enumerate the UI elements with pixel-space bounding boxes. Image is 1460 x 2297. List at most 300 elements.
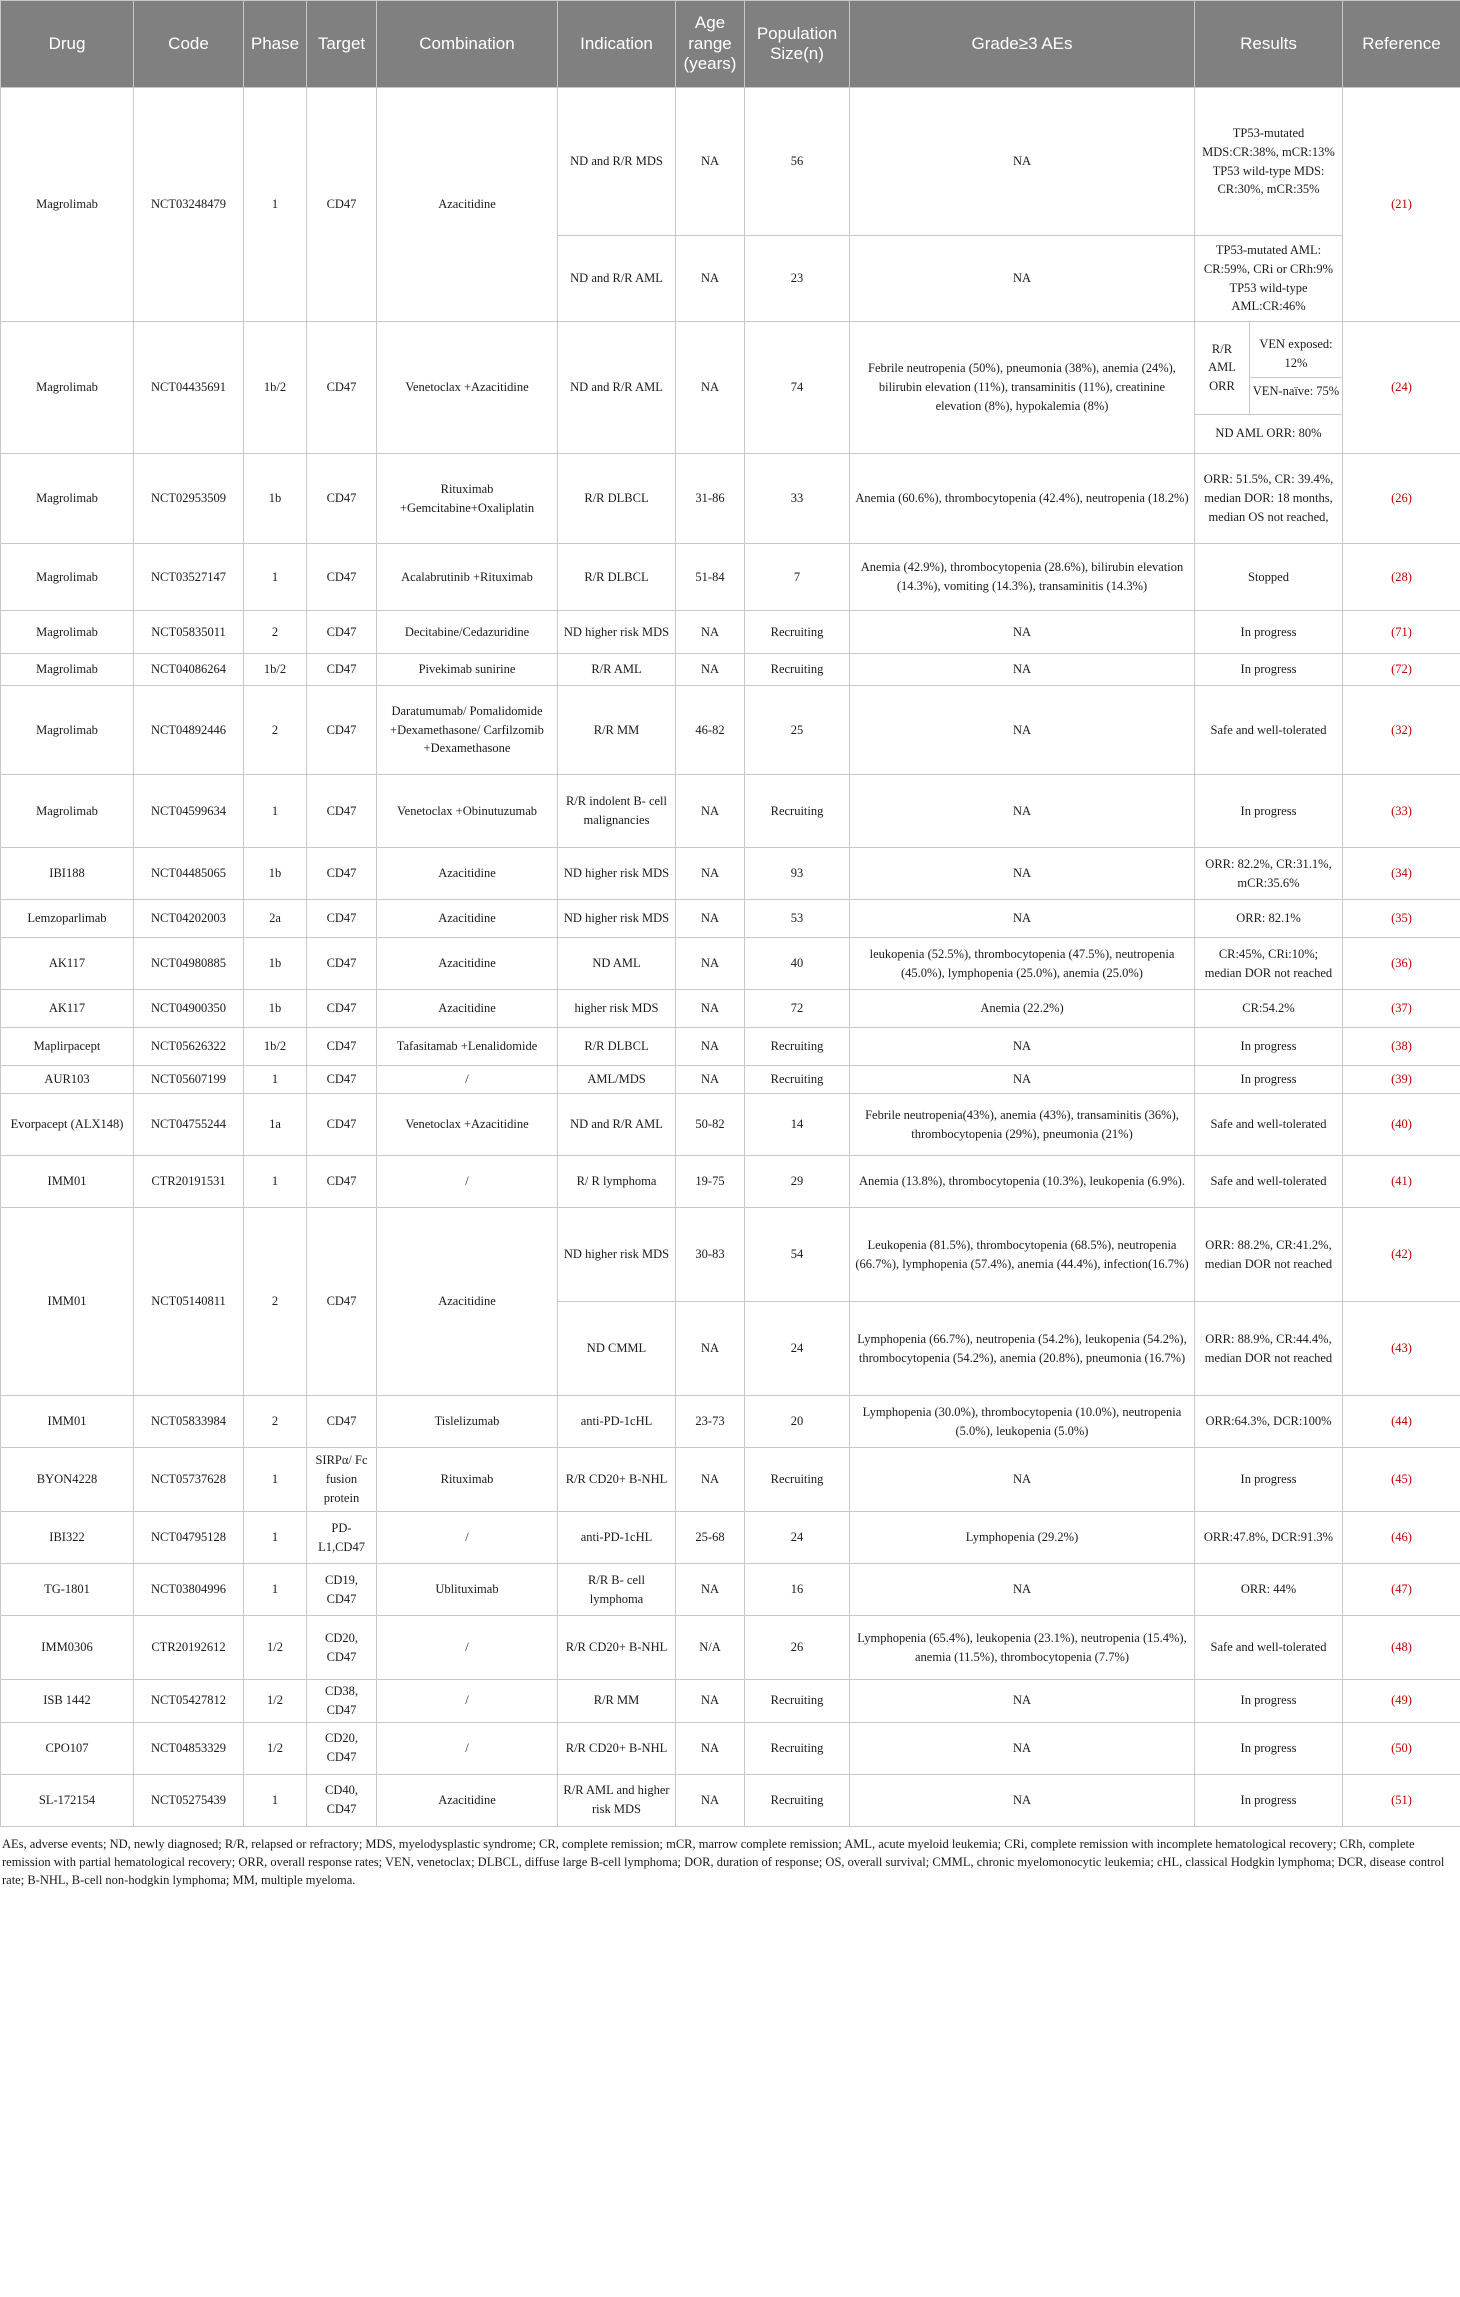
cell-combination: Azacitidine	[377, 848, 558, 900]
cell-reference[interactable]: (47)	[1343, 1564, 1460, 1616]
cell-target: CD20, CD47	[307, 1722, 377, 1774]
cell-drug: Lemzoparlimab	[1, 900, 134, 938]
cell-age: NA	[676, 1302, 745, 1396]
results-ven-exposed: VEN exposed: 12%	[1250, 331, 1342, 378]
cell-drug: Magrolimab	[1, 611, 134, 654]
cell-aes: NA	[850, 1680, 1195, 1723]
table-footnote: AEs, adverse events; ND, newly diagnosed; R/R, relapsed or refractory; MDS, myelodysplastic syndrome; CR, complete remission; mCR, marrow complete remission; AML, acute myeloid leukemia; CRi, complete remission with incomplete hematological recovery; CRh, complete remission with partial hematological recovery; ORR, overall response rates; VEN, venetoclax; DLBCL, diffuse large B-cell lymphoma; DOR, duration of response; OS, overall survival; CMML, chronic myelomonocytic leukemia; cHL, classical Hodgkin lymphoma; DCR, disease control rate; B-NHL, B-cell non-hodgkin lymphoma; MM, multiple myeloma.	[2, 1836, 1445, 1887]
cell-code: NCT03248479	[134, 88, 244, 322]
cell-phase: 2	[244, 1396, 307, 1448]
cell-target: CD47	[307, 848, 377, 900]
cell-drug: Magrolimab	[1, 88, 134, 322]
cell-target: CD47	[307, 611, 377, 654]
cell-code: NCT05626322	[134, 1028, 244, 1066]
cell-phase: 2a	[244, 900, 307, 938]
cell-results: In progress	[1195, 1066, 1343, 1094]
cell-indication: R/R AML	[558, 654, 676, 686]
cell-code: CTR20192612	[134, 1616, 244, 1680]
cell-indication: ND higher risk MDS	[558, 900, 676, 938]
cell-combination: Tislelizumab	[377, 1396, 558, 1448]
cell-population: 33	[745, 454, 850, 544]
cell-aes: Febrile neutropenia (50%), pneumonia (38%), anemia (24%), bilirubin elevation (11%), transaminitis (11%), creatinine elevation (8%), hypokalemia (8%)	[850, 322, 1195, 454]
cell-aes: Lymphopenia (65.4%), leukopenia (23.1%), neutropenia (15.4%), anemia (11.5%), thrombocytopenia (7.7%)	[850, 1616, 1195, 1680]
cell-aes: NA	[850, 686, 1195, 775]
cell-target: CD47	[307, 654, 377, 686]
cell-age: NA	[676, 1564, 745, 1616]
cell-results: Safe and well-tolerated	[1195, 1156, 1343, 1208]
cell-reference[interactable]: (39)	[1343, 1066, 1460, 1094]
cell-phase: 1	[244, 1564, 307, 1616]
cell-age: NA	[676, 236, 745, 322]
cell-results: CR:45%, CRi:10%; median DOR not reached	[1195, 938, 1343, 990]
cell-code: NCT04853329	[134, 1722, 244, 1774]
cell-results: In progress	[1195, 1774, 1343, 1826]
results-subtable	[1195, 322, 1342, 453]
cell-results: In progress	[1195, 1722, 1343, 1774]
cell-aes: NA	[850, 654, 1195, 686]
cell-population: 54	[745, 1208, 850, 1302]
cell-phase: 1b	[244, 938, 307, 990]
cell-age: 23-73	[676, 1396, 745, 1448]
cell-combination: /	[377, 1512, 558, 1564]
cell-reference[interactable]: (24)	[1343, 322, 1460, 454]
cell-code: CTR20191531	[134, 1156, 244, 1208]
cell-indication: R/R MM	[558, 1680, 676, 1723]
cell-reference[interactable]: (50)	[1343, 1722, 1460, 1774]
table-row	[1, 1156, 1460, 1208]
cell-combination: /	[377, 1066, 558, 1094]
cell-target: CD47	[307, 686, 377, 775]
cell-phase: 1b	[244, 990, 307, 1028]
cell-phase: 1b/2	[244, 1028, 307, 1066]
cell-results: ORR: 88.2%, CR:41.2%, median DOR not reached	[1195, 1208, 1343, 1302]
cell-reference[interactable]: (37)	[1343, 990, 1460, 1028]
cell-aes: Anemia (22.2%)	[850, 990, 1195, 1028]
cell-combination: Rituximab +Gemcitabine+Oxaliplatin	[377, 454, 558, 544]
cell-population: Recruiting	[745, 654, 850, 686]
cell-code: NCT05737628	[134, 1448, 244, 1512]
cell-age: N/A	[676, 1616, 745, 1680]
cell-age: 31-86	[676, 454, 745, 544]
cell-drug: Maplirpacept	[1, 1028, 134, 1066]
cell-reference[interactable]: (49)	[1343, 1680, 1460, 1723]
cell-reference[interactable]: (40)	[1343, 1094, 1460, 1156]
table-row	[1, 848, 1460, 900]
table-row	[1, 938, 1460, 990]
table-row	[1, 1094, 1460, 1156]
cell-indication: ND higher risk MDS	[558, 611, 676, 654]
cell-indication: ND higher risk MDS	[558, 1208, 676, 1302]
cell-age: 30-83	[676, 1208, 745, 1302]
cell-target: CD40, CD47	[307, 1774, 377, 1826]
cell-age: 50-82	[676, 1094, 745, 1156]
cell-population: 24	[745, 1302, 850, 1396]
cell-aes: Anemia (13.8%), thrombocytopenia (10.3%), leukopenia (6.9%).	[850, 1156, 1195, 1208]
cell-results: ORR:47.8%, DCR:91.3%	[1195, 1512, 1343, 1564]
col-header-combination: Combination	[377, 1, 558, 88]
cell-population: 93	[745, 848, 850, 900]
cell-phase: 1/2	[244, 1722, 307, 1774]
cell-code: NCT05607199	[134, 1066, 244, 1094]
cell-population: 56	[745, 88, 850, 236]
cell-age: NA	[676, 1774, 745, 1826]
cell-reference[interactable]: (32)	[1343, 686, 1460, 775]
cell-reference[interactable]: (42)	[1343, 1208, 1460, 1302]
cell-drug: IMM0306	[1, 1616, 134, 1680]
cell-drug: IMM01	[1, 1396, 134, 1448]
cell-indication: R/R B- cell lymphoma	[558, 1564, 676, 1616]
cell-indication: ND and R/R AML	[558, 1094, 676, 1156]
cell-aes: Anemia (42.9%), thrombocytopenia (28.6%), bilirubin elevation (14.3%), vomiting (14.3%), transaminitis (14.3%)	[850, 544, 1195, 611]
cell-population: 29	[745, 1156, 850, 1208]
cell-reference[interactable]: (35)	[1343, 900, 1460, 938]
cell-phase: 1/2	[244, 1680, 307, 1723]
cell-target: CD47	[307, 938, 377, 990]
cell-results: TP53-mutated AML: CR:59%, CRi or CRh:9% TP53 wild-type AML:CR:46%	[1195, 236, 1343, 322]
cell-combination: Azacitidine	[377, 990, 558, 1028]
cell-target: CD38, CD47	[307, 1680, 377, 1723]
cell-population: 24	[745, 1512, 850, 1564]
table-row	[1, 544, 1460, 611]
cell-population: Recruiting	[745, 1028, 850, 1066]
cell-target: CD47	[307, 1396, 377, 1448]
cell-age: NA	[676, 938, 745, 990]
cell-code: NCT04892446	[134, 686, 244, 775]
cell-population: 72	[745, 990, 850, 1028]
cell-population: 53	[745, 900, 850, 938]
cell-code: NCT04755244	[134, 1094, 244, 1156]
cell-code: NCT05835011	[134, 611, 244, 654]
cell-combination: Azacitidine	[377, 1774, 558, 1826]
cell-age: 51-84	[676, 544, 745, 611]
cell-population: Recruiting	[745, 1448, 850, 1512]
cell-target: CD47	[307, 775, 377, 848]
cell-combination: Pivekimab sunirine	[377, 654, 558, 686]
cell-aes: Anemia (60.6%), thrombocytopenia (42.4%), neutropenia (18.2%)	[850, 454, 1195, 544]
cell-code: NCT03527147	[134, 544, 244, 611]
cell-target: SIRPα/ Fc fusion protein	[307, 1448, 377, 1512]
cell-drug: Magrolimab	[1, 686, 134, 775]
cell-reference[interactable]: (41)	[1343, 1156, 1460, 1208]
col-header-indication: Indication	[558, 1, 676, 88]
cell-code: NCT04086264	[134, 654, 244, 686]
table-row	[1, 322, 1460, 454]
cell-results: ORR: 82.2%, CR:31.1%, mCR:35.6%	[1195, 848, 1343, 900]
cell-aes: Febrile neutropenia(43%), anemia (43%), transaminitis (36%), thrombocytopenia (29%), pneumonia (21%)	[850, 1094, 1195, 1156]
cell-population: 23	[745, 236, 850, 322]
cell-age: NA	[676, 775, 745, 848]
cell-age: NA	[676, 322, 745, 454]
cell-age: NA	[676, 611, 745, 654]
cell-age: NA	[676, 1680, 745, 1723]
cell-reference[interactable]: (21)	[1343, 88, 1460, 322]
table-row	[1, 1680, 1460, 1723]
cell-indication: ND and R/R AML	[558, 322, 676, 454]
cell-indication: R/R DLBCL	[558, 544, 676, 611]
cell-reference[interactable]: (44)	[1343, 1396, 1460, 1448]
cell-combination: /	[377, 1680, 558, 1723]
cell-combination: Azacitidine	[377, 938, 558, 990]
cell-reference[interactable]: (33)	[1343, 775, 1460, 848]
cell-code: NCT05140811	[134, 1208, 244, 1396]
cell-population: Recruiting	[745, 775, 850, 848]
cell-combination: Decitabine/Cedazuridine	[377, 611, 558, 654]
cell-phase: 1a	[244, 1094, 307, 1156]
cell-aes: NA	[850, 1066, 1195, 1094]
cell-age: 19-75	[676, 1156, 745, 1208]
cell-target: CD47	[307, 544, 377, 611]
cell-age: NA	[676, 900, 745, 938]
cell-indication: R/R CD20+ B-NHL	[558, 1616, 676, 1680]
cell-age: NA	[676, 1722, 745, 1774]
cell-phase: 1	[244, 775, 307, 848]
cell-reference[interactable]: (28)	[1343, 544, 1460, 611]
col-header-grade3-aes: Grade≥3 AEs	[850, 1, 1195, 88]
cell-population: 25	[745, 686, 850, 775]
cell-drug: AUR103	[1, 1066, 134, 1094]
cell-indication: AML/MDS	[558, 1066, 676, 1094]
cell-drug: Magrolimab	[1, 322, 134, 454]
cell-reference[interactable]: (51)	[1343, 1774, 1460, 1826]
cell-combination: /	[377, 1616, 558, 1680]
cell-indication: ND AML	[558, 938, 676, 990]
cell-combination: /	[377, 1722, 558, 1774]
cell-results: In progress	[1195, 1680, 1343, 1723]
cell-drug: Magrolimab	[1, 544, 134, 611]
cell-drug: AK117	[1, 990, 134, 1028]
cell-combination: Azacitidine	[377, 900, 558, 938]
cell-indication: R/R CD20+ B-NHL	[558, 1448, 676, 1512]
col-header-results: Results	[1195, 1, 1343, 88]
cell-aes: NA	[850, 1028, 1195, 1066]
cell-target: CD47	[307, 454, 377, 544]
cell-phase: 1	[244, 1448, 307, 1512]
results-nd-aml: ND AML ORR: 80%	[1215, 426, 1322, 441]
cell-reference[interactable]: (26)	[1343, 454, 1460, 544]
cell-phase: 1b/2	[244, 654, 307, 686]
table-row	[1, 1616, 1460, 1680]
cell-results: ORR:64.3%, DCR:100%	[1195, 1396, 1343, 1448]
cell-results: TP53-mutated MDS:CR:38%, mCR:13% TP53 wild-type MDS: CR:30%, mCR:35%	[1195, 88, 1343, 236]
cell-indication: ND and R/R AML	[558, 236, 676, 322]
cell-drug: IBI322	[1, 1512, 134, 1564]
cell-target: CD47	[307, 990, 377, 1028]
cell-combination: Azacitidine	[377, 88, 558, 322]
cell-age: NA	[676, 1028, 745, 1066]
cell-population: 74	[745, 322, 850, 454]
table-row	[1, 654, 1460, 686]
cell-target: CD47	[307, 88, 377, 322]
cell-reference[interactable]: (34)	[1343, 848, 1460, 900]
cell-target: CD47	[307, 1094, 377, 1156]
cell-code: NCT05427812	[134, 1680, 244, 1723]
cell-population: Recruiting	[745, 1722, 850, 1774]
table-row	[1, 1028, 1460, 1066]
cell-reference[interactable]: (72)	[1343, 654, 1460, 686]
cell-reference[interactable]: (48)	[1343, 1616, 1460, 1680]
cell-results: Stopped	[1195, 544, 1343, 611]
cell-population: Recruiting	[745, 1066, 850, 1094]
cell-results: Safe and well-tolerated	[1195, 686, 1343, 775]
cell-drug: CPO107	[1, 1722, 134, 1774]
table-row	[1, 686, 1460, 775]
cell-aes: NA	[850, 1448, 1195, 1512]
cell-results: ORR: 44%	[1195, 1564, 1343, 1616]
cell-indication: anti-PD-1cHL	[558, 1512, 676, 1564]
cell-population: 20	[745, 1396, 850, 1448]
cell-combination: Acalabrutinib +Rituximab	[377, 544, 558, 611]
results-ven-naive: VEN-naïve: 75%	[1252, 383, 1340, 398]
table-row	[1, 900, 1460, 938]
cell-combination: Venetoclax +Obinutuzumab	[377, 775, 558, 848]
cell-drug: BYON4228	[1, 1448, 134, 1512]
cell-phase: 1	[244, 88, 307, 322]
cell-code: NCT04485065	[134, 848, 244, 900]
cell-reference[interactable]: (71)	[1343, 611, 1460, 654]
cell-indication: R/R DLBCL	[558, 1028, 676, 1066]
cell-results: In progress	[1195, 1448, 1343, 1512]
cell-phase: 1/2	[244, 1616, 307, 1680]
cell-reference[interactable]: (43)	[1343, 1302, 1460, 1396]
cell-target: CD19, CD47	[307, 1564, 377, 1616]
cell-combination: /	[377, 1156, 558, 1208]
cell-results: Safe and well-tolerated	[1195, 1094, 1343, 1156]
cell-results: Safe and well-tolerated	[1195, 1616, 1343, 1680]
table-row	[1, 1512, 1460, 1564]
cell-drug: AK117	[1, 938, 134, 990]
col-header-phase: Phase	[244, 1, 307, 88]
table-row	[1, 1564, 1460, 1616]
cell-aes: NA	[850, 611, 1195, 654]
cell-results: In progress	[1195, 1028, 1343, 1066]
cell-code: NCT05833984	[134, 1396, 244, 1448]
cell-results: ORR: 51.5%, CR: 39.4%, median DOR: 18 months, median OS not reached,	[1195, 454, 1343, 544]
col-header-target: Target	[307, 1, 377, 88]
cell-code: NCT04980885	[134, 938, 244, 990]
cell-drug: SL-172154	[1, 1774, 134, 1826]
cell-age: 46-82	[676, 686, 745, 775]
cell-drug: IMM01	[1, 1156, 134, 1208]
cell-indication: higher risk MDS	[558, 990, 676, 1028]
table-row	[1, 611, 1460, 654]
cell-drug: ISB 1442	[1, 1680, 134, 1723]
cell-combination: Tafasitamab +Lenalidomide	[377, 1028, 558, 1066]
cell-indication: anti-PD-1cHL	[558, 1396, 676, 1448]
cell-indication: R/R CD20+ B-NHL	[558, 1722, 676, 1774]
cell-population: 26	[745, 1616, 850, 1680]
results-group-label: R/R AML ORR	[1195, 322, 1250, 414]
table-row	[1, 1774, 1460, 1826]
cell-aes: NA	[850, 236, 1195, 322]
cell-combination: Ublituximab	[377, 1564, 558, 1616]
cell-results: CR:54.2%	[1195, 990, 1343, 1028]
cell-indication: ND CMML	[558, 1302, 676, 1396]
cell-drug: Magrolimab	[1, 775, 134, 848]
cell-target: CD47	[307, 1066, 377, 1094]
cell-results: In progress	[1195, 611, 1343, 654]
cell-age: NA	[676, 88, 745, 236]
table-row	[1, 990, 1460, 1028]
cell-aes: NA	[850, 1564, 1195, 1616]
cell-age: NA	[676, 1066, 745, 1094]
cell-indication: R/R AML and higher risk MDS	[558, 1774, 676, 1826]
cell-target: CD47	[307, 1028, 377, 1066]
cell-age: 25-68	[676, 1512, 745, 1564]
cell-target: PD- L1,CD47	[307, 1512, 377, 1564]
cell-age: NA	[676, 990, 745, 1028]
cell-drug: TG-1801	[1, 1564, 134, 1616]
table-row	[1, 1396, 1460, 1448]
cell-code: NCT04599634	[134, 775, 244, 848]
cell-drug: Magrolimab	[1, 654, 134, 686]
table-row	[1, 1722, 1460, 1774]
cell-population: 40	[745, 938, 850, 990]
cell-results: In progress	[1195, 775, 1343, 848]
cell-phase: 2	[244, 686, 307, 775]
cell-reference[interactable]: (45)	[1343, 1448, 1460, 1512]
cell-population: Recruiting	[745, 1774, 850, 1826]
cell-drug: IMM01	[1, 1208, 134, 1396]
col-header-age-range: Age range (years)	[676, 1, 745, 88]
cell-target: CD47	[307, 322, 377, 454]
cell-age: NA	[676, 1448, 745, 1512]
cell-indication: R/R DLBCL	[558, 454, 676, 544]
cell-age: NA	[676, 654, 745, 686]
cell-results: ORR: 82.1%	[1195, 900, 1343, 938]
cell-indication: R/ R lymphoma	[558, 1156, 676, 1208]
cell-phase: 2	[244, 611, 307, 654]
cell-reference[interactable]: (38)	[1343, 1028, 1460, 1066]
table-row	[1, 1066, 1460, 1094]
header-row	[1, 1, 1460, 88]
cell-population: 7	[745, 544, 850, 611]
cell-combination: Venetoclax +Azacitidine	[377, 1094, 558, 1156]
cell-target: CD47	[307, 900, 377, 938]
cell-reference[interactable]: (46)	[1343, 1512, 1460, 1564]
cell-code: NCT04795128	[134, 1512, 244, 1564]
cell-phase: 1	[244, 1774, 307, 1826]
cell-code: NCT04202003	[134, 900, 244, 938]
cell-drug: Magrolimab	[1, 454, 134, 544]
col-header-drug: Drug	[1, 1, 134, 88]
cell-population: Recruiting	[745, 1680, 850, 1723]
cell-indication: R/R indolent B- cell malignancies	[558, 775, 676, 848]
cell-drug: IBI188	[1, 848, 134, 900]
cell-reference[interactable]: (36)	[1343, 938, 1460, 990]
cell-age: NA	[676, 848, 745, 900]
table-row	[1, 454, 1460, 544]
cell-aes: Lymphopenia (66.7%), neutropenia (54.2%), leukopenia (54.2%), thrombocytopenia (54.2%), anemia (20.8%), pneumonia (16.7%)	[850, 1302, 1195, 1396]
cell-aes: NA	[850, 1774, 1195, 1826]
cell-aes: Lymphopenia (29.2%)	[850, 1512, 1195, 1564]
cell-aes: NA	[850, 900, 1195, 938]
cell-phase: 2	[244, 1208, 307, 1396]
cell-combination: Daratumumab/ Pomalidomide +Dexamethasone/ Carfilzomib +Dexamethasone	[377, 686, 558, 775]
cell-code: NCT03804996	[134, 1564, 244, 1616]
cell-aes: leukopenia (52.5%), thrombocytopenia (47.5%), neutropenia (45.0%), lymphopenia (25.0%), anemia (25.0%)	[850, 938, 1195, 990]
cell-drug: Evorpacept (ALX148)	[1, 1094, 134, 1156]
cell-combination: Rituximab	[377, 1448, 558, 1512]
cell-phase: 1b	[244, 454, 307, 544]
cell-code: NCT02953509	[134, 454, 244, 544]
cell-phase: 1b	[244, 848, 307, 900]
cell-indication: ND and R/R MDS	[558, 88, 676, 236]
cell-phase: 1	[244, 1156, 307, 1208]
cell-aes: Lymphopenia (30.0%), thrombocytopenia (10.0%), neutropenia (5.0%), leukopenia (5.0%)	[850, 1396, 1195, 1448]
cell-population: Recruiting	[745, 611, 850, 654]
col-header-population-size: Population Size(n)	[745, 1, 850, 88]
table-row	[1, 1208, 1460, 1302]
